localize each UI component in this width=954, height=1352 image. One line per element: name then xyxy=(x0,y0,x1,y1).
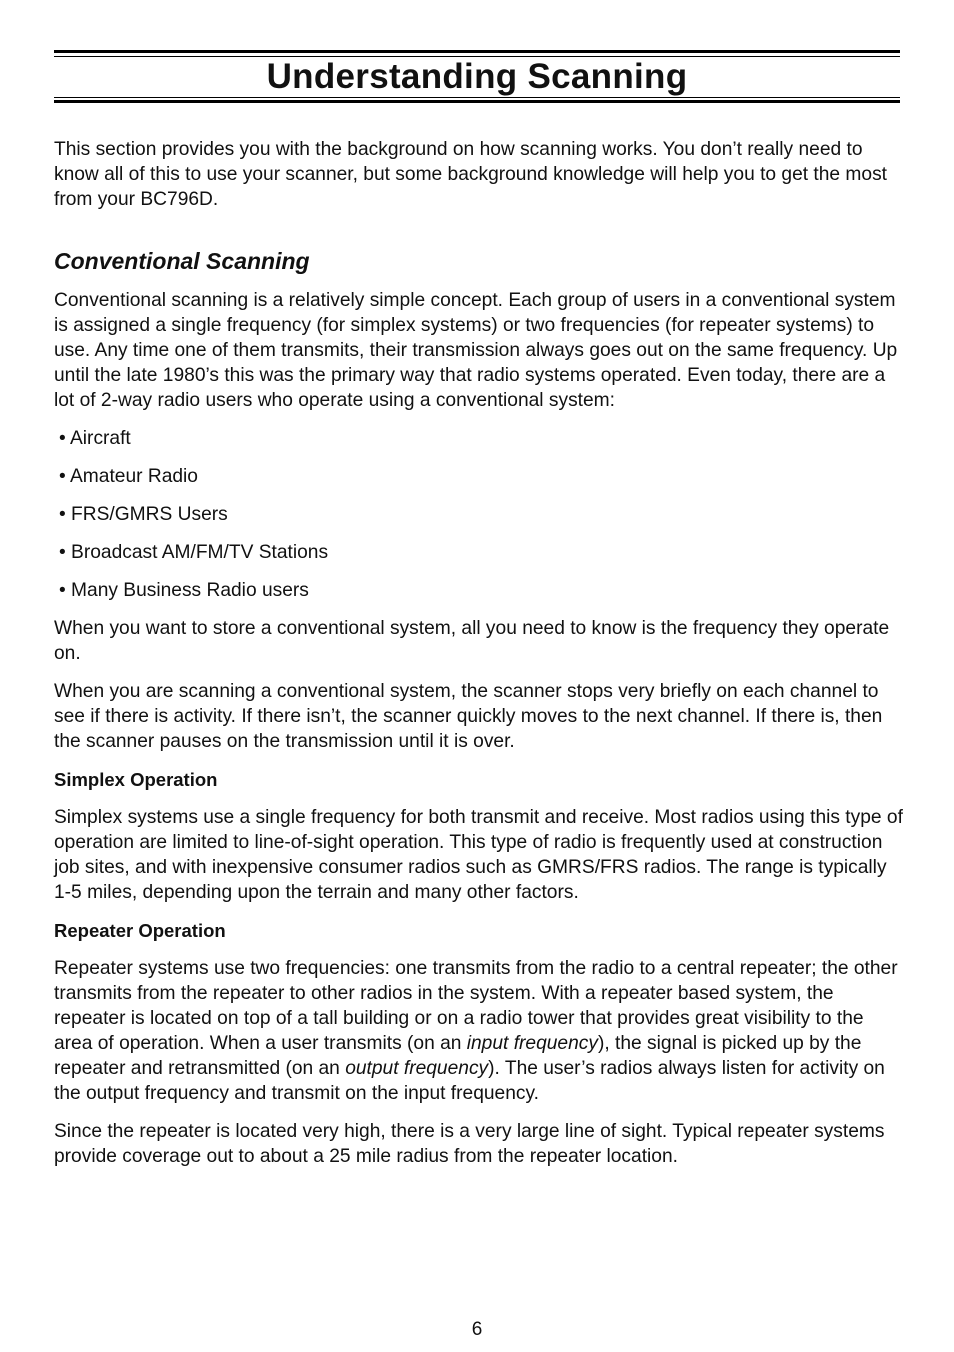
title-rule-bottom-thin xyxy=(54,97,900,98)
section-heading: Conventional Scanning xyxy=(54,248,310,274)
repeater-text-a: Repeater systems use two frequencies: one transmits from the radio to a central repeater; the other transmits from the repeater to other radios in the system. With a repeater based system, the repeater is located on top of a tall building or on a radio tower that provides great visibility to the area of operation. When a user transmits (on an xyxy=(54,958,898,1054)
title-rule-top xyxy=(54,50,900,53)
repeater-text-b: ), the signal is picked up by the repeater and retransmitted (on an xyxy=(54,1033,862,1079)
conventional-paragraph-2: When you want to store a conventional system, all you need to know is the frequency they operate on. xyxy=(54,618,890,664)
title-rule-bottom xyxy=(54,100,900,103)
list-item: • Aircraft xyxy=(59,428,131,449)
repeater-paragraph-1 xyxy=(54,956,904,1106)
repeater-heading: Repeater Operation xyxy=(54,920,226,941)
conventional-paragraph-1: Conventional scanning is a relatively simple concept. Each group of users in a conventional system is assigned a single frequency (for simplex systems) or two frequencies (for repeater systems) to use. Any time one of them transmits, their transmission always goes out on the same frequency. Up until the late 1980’s this was the primary way that radio systems operated. Even today, there are a lot of 2-way radio users who operate using a conventional system: xyxy=(54,290,898,411)
list-item: • Broadcast AM/FM/TV Stations xyxy=(59,542,329,563)
repeater-paragraph-2: Since the repeater is located very high, there is a very large line of sight. Typical repeater systems provide coverage out to about a 25 mile radius from the repeater location. xyxy=(54,1121,885,1167)
input-frequency-term: input frequency xyxy=(466,1033,598,1054)
conventional-paragraph-3: When you are scanning a conventional system, the scanner stops very briefly on each channel to see if there is activity. If there isn’t, the scanner quickly moves to the next channel. If there is, then the scanner pauses on the transmission until it is over. xyxy=(54,681,883,752)
system-list xyxy=(54,426,904,603)
repeater-text-c: ). The user’s radios always listen for activity on the output frequency and transmit on the input frequency. xyxy=(54,1058,885,1104)
simplex-paragraph: Simplex systems use a single frequency for both transmit and receive. Most radios using this type of operation are limited to line-of-sight operation. This type of radio is frequently used at construction job sites, and with inexpensive consumer radios such as GMRS/FRS radios. The range is typically 1-5 miles, depending upon the terrain and many other factors. xyxy=(54,807,903,903)
list-item: • Amateur Radio xyxy=(59,466,198,487)
list-item: • FRS/GMRS Users xyxy=(59,504,228,525)
output-frequency-term: output frequency xyxy=(345,1058,489,1079)
page-content xyxy=(54,137,904,1182)
page-title: Understanding Scanning xyxy=(266,57,688,96)
list-item: • Many Business Radio users xyxy=(59,580,309,601)
intro-paragraph: This section provides you with the background on how scanning works. You don’t really need to know all of this to use your scanner, but some background knowledge will help you to get the most from your BC796D. xyxy=(54,139,887,210)
simplex-heading: Simplex Operation xyxy=(54,769,218,790)
page-number: 6 xyxy=(471,1319,483,1340)
